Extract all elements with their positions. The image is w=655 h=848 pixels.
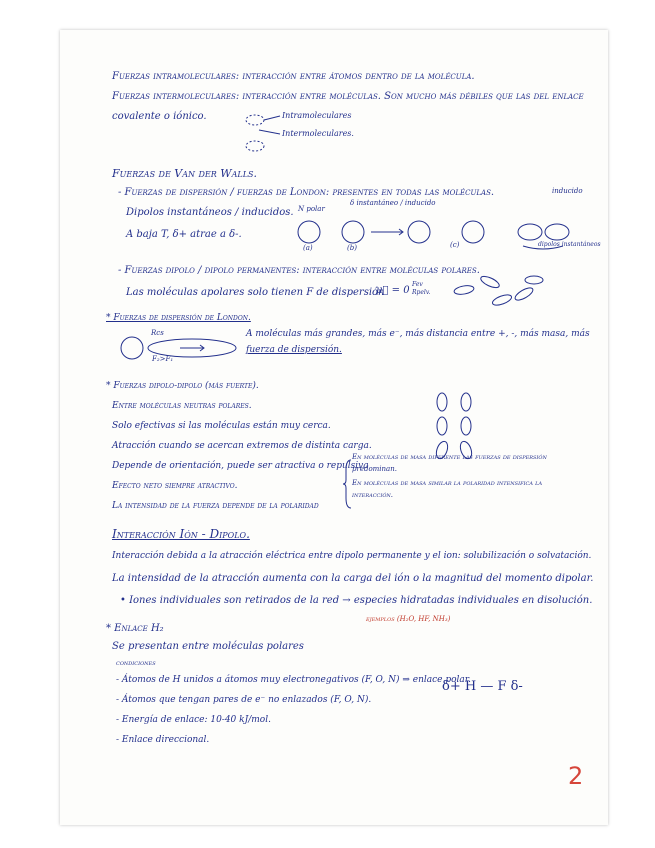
- enlace-line-2: - Átomos de H unidos a átomos muy electronegativos (F, O, N) ⇒ enlace polar.: [116, 675, 471, 685]
- label-f2-f1: F₂>F₁: [152, 355, 174, 363]
- dipdip-title: * Fuerzas dipolo-dipolo (más fuerte).: [106, 381, 259, 391]
- vdw-dip-mu: μ⃗ = 0: [376, 285, 410, 296]
- enlace-line-5: - Enlace direccional.: [116, 735, 210, 745]
- vdw-disp-1: - Fuerzas de dispersión / fuerzas de London: presentes en todas las moléculas.: [118, 187, 495, 198]
- label-instantaneo: δ instantáneo / inducido: [350, 199, 436, 207]
- dipole-molecules-sketch: [450, 274, 550, 314]
- enlace-formula: δ+ H — F δ-: [442, 679, 523, 694]
- dipdip-box-2: predominan.: [352, 465, 397, 473]
- london-text-1: A moléculas más grandes, más e⁻, más distancia entre +, -, más masa, más: [246, 329, 590, 339]
- vdw-dip-rpelv: Rpelv.: [412, 289, 431, 296]
- dipdip-line-4: Depende de orientación, puede ser atractiva o repulsiva: [112, 461, 369, 471]
- dipdip-box-1: En moléculas de masa diferente las fuerzas de dispersión: [352, 453, 547, 461]
- ion-line-1: Interacción debida a la atracción eléctrica entre dipolo permanente y el ion: solubilización o solvatación.: [112, 551, 592, 561]
- label-intermoleculares: Intermoleculares.: [282, 129, 354, 138]
- vdw-dip-2: Las moléculas apolares solo tienen F de dispersión: [126, 287, 385, 298]
- vdw-title: Fuerzas de Van der Walls.: [112, 167, 257, 180]
- london-text-2: fuerza de dispersión.: [246, 345, 342, 355]
- label-inducido: inducido: [552, 187, 583, 195]
- vdw-dip-fev: Fev: [412, 281, 423, 288]
- enlace-ejemplos: ejemplos (H₂O, HF, NH₃): [366, 615, 451, 623]
- inter-line: Fuerzas intermoleculares: interacción entre moléculas. Son mucho más débiles que las del enlace: [112, 91, 584, 102]
- enlace-line-4: - Energía de enlace: 10-40 kJ/mol.: [116, 715, 271, 725]
- intra-inter-diagram: [245, 110, 285, 155]
- london-title: * Fuerzas de dispersión de London.: [106, 313, 251, 323]
- ion-title: Interacción Ión - Dipolo.: [112, 527, 250, 541]
- dipdip-line-6: La intensidad de la fuerza depende de la polaridad: [112, 501, 319, 511]
- intra-line: Fuerzas intramoleculares: interacción entre átomos dentro de la molécula.: [112, 71, 475, 82]
- vdw-dip-1: - Fuerzas dipolo / dipolo permanentes: interacción entre moléculas polares.: [118, 265, 480, 276]
- page-number: 2: [568, 762, 584, 790]
- vdw-disp-2: Dipolos instantáneos / inducidos.: [126, 207, 294, 218]
- label-intramoleculares: Intramoleculares: [282, 111, 352, 120]
- dispersion-diagram: [295, 210, 585, 260]
- dipdip-line-1: Entre moléculas neutras polares.: [112, 401, 252, 411]
- label-a: (a): [303, 244, 313, 252]
- london-sketch: [120, 330, 250, 366]
- label-c: (c): [450, 241, 460, 249]
- dipdip-box-4: interacción.: [352, 491, 394, 499]
- label-dipolos: dipolos instantáneos: [538, 241, 601, 248]
- dipdip-molecules-sketch: [430, 392, 480, 462]
- ion-line-2: La intensidad de la atracción aumenta con la carga del ión o la magnitud del momento dipolar.: [112, 573, 594, 584]
- dipdip-line-3: Atracción cuando se acercan extremos de distinta carga.: [112, 441, 372, 451]
- label-b: (b): [347, 244, 357, 252]
- enlace-title: * Enlace H₂: [106, 623, 164, 634]
- notebook-page: [60, 30, 608, 825]
- dipdip-box-3: En moléculas de masa similar la polaridad intensifica la: [352, 479, 543, 487]
- dipdip-line-5: Efecto neto siempre atractivo.: [112, 481, 238, 491]
- ion-line-3: • Iones individuales son retirados de la red → especies hidratadas individuales en disolución.: [120, 595, 593, 606]
- label-rcs: Rcs: [151, 329, 164, 337]
- vdw-disp-3: A baja T, δ+ atrae a δ-.: [126, 229, 242, 240]
- enlace-line-3: - Átomos que tengan pares de e⁻ no enlazados (F, O, N).: [116, 695, 372, 705]
- inter-line-2: covalente o iónico.: [112, 111, 207, 122]
- enlace-condiciones: condiciones: [116, 659, 156, 667]
- dipdip-line-2: Solo efectivas si las moléculas están muy cerca.: [112, 421, 331, 431]
- label-n-polar: N polar: [298, 205, 325, 213]
- enlace-line-1: Se presentan entre moléculas polares: [112, 641, 304, 652]
